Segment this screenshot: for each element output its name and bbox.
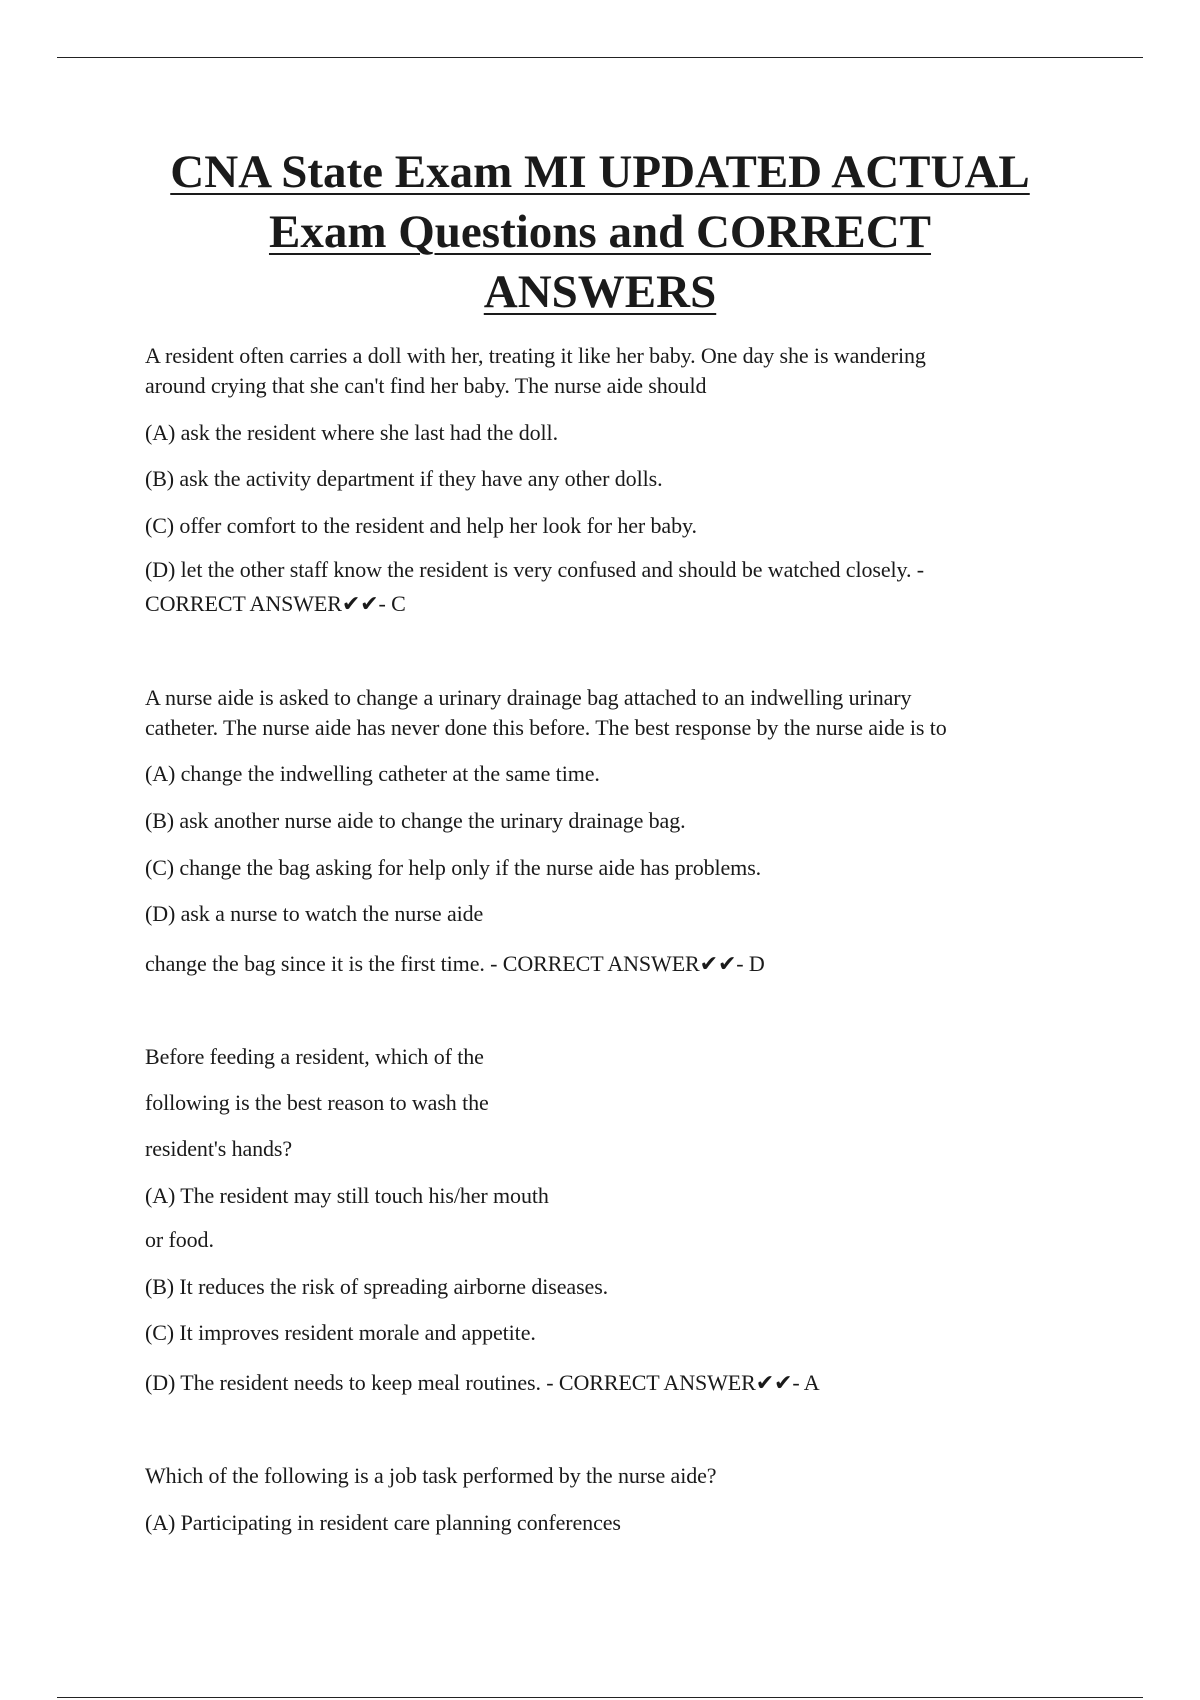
q3-option-c: (C) It improves resident morale and appetite. (145, 1320, 536, 1345)
title-line-2: Exam Questions and CORRECT (268, 206, 932, 258)
q2-option-a: (A) change the indwelling catheter at the same time. (145, 761, 600, 786)
q4-option-a: (A) Participating in resident care planning conferences (145, 1510, 621, 1535)
q3-stem-line-1: Before feeding a resident, which of the (145, 1044, 484, 1069)
top-rule (57, 57, 1143, 58)
q3-stem-line-3: resident's hands? (145, 1136, 293, 1161)
q3-option-b: (B) It reduces the risk of spreading airborne diseases. (145, 1274, 609, 1299)
q2-correct-answer: change the bag since it is the first time. - CORRECT ANSWER✔✔- D (145, 951, 765, 976)
q3-option-a-continued: or food. (145, 1227, 214, 1252)
bottom-rule (57, 1697, 1143, 1698)
q1-option-c: (C) offer comfort to the resident and help her look for her baby. (145, 513, 697, 538)
q2-option-d: (D) ask a nurse to watch the nurse aide (145, 901, 484, 926)
title-line-1: CNA State Exam MI UPDATED ACTUAL (170, 146, 1030, 198)
q2-option-c: (C) change the bag asking for help only if the nurse aide has problems. (145, 855, 762, 880)
q1-stem-line-1: A resident often carries a doll with her, treating it like her baby. One day she is wandering (145, 343, 926, 368)
q2-option-b: (B) ask another nurse aide to change the urinary drainage bag. (145, 808, 686, 833)
q3-option-d-answer: (D) The resident needs to keep meal routines. - CORRECT ANSWER✔✔- A (145, 1370, 820, 1395)
title-line-3: ANSWERS (483, 266, 717, 318)
q1-correct-answer: CORRECT ANSWER✔✔- C (145, 591, 406, 616)
q1-option-b: (B) ask the activity department if they have any other dolls. (145, 466, 663, 491)
q1-stem-line-2: around crying that she can't find her baby. The nurse aide should (145, 373, 707, 398)
q1-option-d: (D) let the other staff know the resident is very confused and should be watched closely. - (145, 557, 925, 582)
q2-stem-line-2: catheter. The nurse aide has never done this before. The best response by the nurse aide is to (145, 715, 947, 740)
q2-stem-line-1: A nurse aide is asked to change a urinary drainage bag attached to an indwelling urinary (145, 685, 912, 710)
q3-option-a: (A) The resident may still touch his/her mouth (145, 1183, 549, 1208)
page-title (100, 142, 1100, 322)
q4-stem: Which of the following is a job task performed by the nurse aide? (145, 1463, 717, 1488)
q1-option-a: (A) ask the resident where she last had the doll. (145, 420, 558, 445)
q3-stem-line-2: following is the best reason to wash the (145, 1090, 489, 1115)
